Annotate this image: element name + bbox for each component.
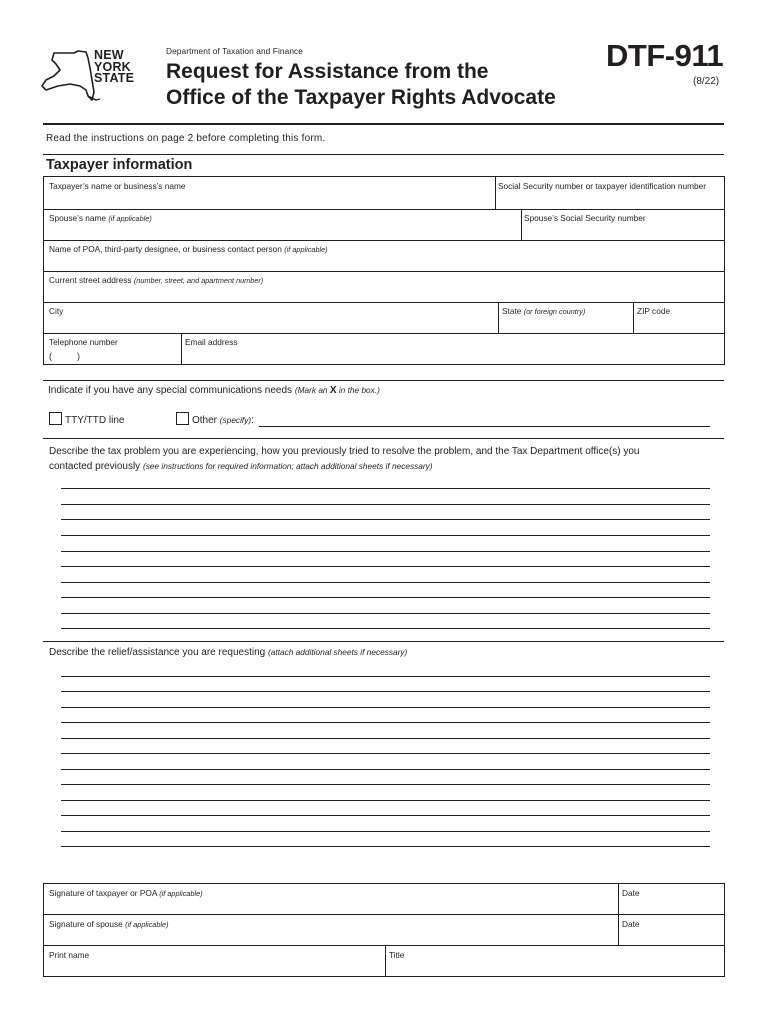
writing-line[interactable] [61, 504, 710, 505]
writing-line[interactable] [61, 831, 710, 832]
address-label: Current street address [49, 275, 132, 285]
department-name: Department of Taxation and Finance [166, 46, 304, 56]
address-note: (number, street, and apartment number) [133, 276, 264, 285]
writing-line[interactable] [61, 784, 710, 785]
print-name-field[interactable] [44, 946, 384, 976]
problem-prompt: Describe the tax problem you are experiencing, how you previously tried to resolve the problem, and the Tax Department office(s) you contacted previously (see instructions for required information; attach additional sheets if necessary) [49, 446, 640, 472]
taxpayer-ssn-label: Social Security number or taxpayer identification number [498, 181, 706, 191]
other-label: Other (specify): [192, 415, 254, 426]
writing-line[interactable] [61, 566, 710, 567]
writing-line[interactable] [61, 488, 710, 489]
poa-note: (if applicable) [284, 245, 328, 254]
city-field[interactable] [44, 302, 497, 332]
writing-line[interactable] [61, 628, 710, 629]
taxpayer-signature-field[interactable]: Signature of taxpayer or POA (if applicable) [49, 888, 203, 898]
tty-checkbox[interactable] [49, 412, 62, 425]
title-field[interactable] [385, 946, 724, 976]
spouse-name-label: Spouse’s name [49, 213, 107, 223]
section-rule [43, 438, 724, 439]
date1-field[interactable] [618, 884, 724, 913]
new-york-state-map-icon [40, 50, 102, 104]
poa-name-field[interactable] [44, 240, 724, 270]
section-rule [43, 154, 724, 155]
relief-prompt: Describe the relief/assistance you are requesting (attach additional sheets if necessary) [49, 647, 408, 658]
city-label: City [49, 306, 64, 316]
logo-text-york: YORK [94, 59, 131, 74]
spouse-ssn-label: Spouse’s Social Security number [524, 213, 646, 223]
header-rule [43, 123, 724, 125]
other-specify-input[interactable] [259, 426, 710, 427]
zip-label: ZIP code [637, 306, 671, 316]
spouse-name-note: (if applicable) [108, 214, 152, 223]
writing-line[interactable] [61, 551, 710, 552]
area-code-parens: ( ) [49, 351, 80, 361]
date2-label: Date [622, 919, 640, 929]
date1-label: Date [622, 888, 640, 898]
taxpayer-signature-label: Signature of taxpayer or POA [49, 888, 157, 898]
writing-line[interactable] [61, 707, 710, 708]
street-address-field[interactable] [44, 271, 724, 301]
state-note: (or foreign country) [523, 307, 586, 316]
instructions-note: Read the instructions on page 2 before completing this form. [46, 133, 326, 144]
communications-prompt: Indicate if you have any special communications needs (Mark an X in the box.) [48, 385, 380, 396]
writing-line[interactable] [61, 676, 710, 677]
spouse-name-field[interactable] [44, 209, 520, 239]
title-label: Title [389, 950, 405, 960]
writing-line[interactable] [61, 769, 710, 770]
taxpayer-info-heading: Taxpayer information [46, 157, 193, 173]
form-revision: (8/22) [693, 76, 720, 87]
section-rule [43, 641, 724, 642]
logo-text-new: NEW [94, 48, 124, 62]
spouse-ssn-field[interactable] [521, 209, 724, 239]
writing-line[interactable] [61, 613, 710, 614]
telephone-field[interactable] [44, 333, 180, 364]
print-name-label: Print name [49, 950, 90, 960]
tty-label: TTY/TTD line [65, 415, 125, 426]
logo-text-state: STATE [94, 71, 135, 85]
email-field[interactable] [181, 333, 724, 364]
form-title-line1: Request for Assistance from the [166, 60, 489, 83]
telephone-label: Telephone number [49, 337, 118, 347]
writing-line[interactable] [61, 535, 710, 536]
taxpayer-name-field[interactable] [44, 177, 494, 208]
writing-line[interactable] [61, 846, 710, 847]
writing-line[interactable] [61, 691, 710, 692]
writing-line[interactable] [61, 519, 710, 520]
taxpayer-ssn-field[interactable] [495, 177, 724, 208]
zip-code-field[interactable] [633, 302, 724, 332]
email-label: Email address [185, 337, 238, 347]
writing-line[interactable] [61, 738, 710, 739]
section-rule [43, 380, 724, 381]
spouse-signature-label: Signature of spouse [49, 919, 123, 929]
poa-label: Name of POA, third-party designee, or business contact person [49, 244, 282, 254]
date2-field[interactable] [618, 915, 724, 944]
other-checkbox[interactable] [176, 412, 189, 425]
writing-line[interactable] [61, 597, 710, 598]
writing-line[interactable] [61, 815, 710, 816]
writing-line[interactable] [61, 722, 710, 723]
nys-logo [40, 48, 140, 104]
writing-line[interactable] [61, 800, 710, 801]
writing-line[interactable] [61, 753, 710, 754]
spouse-signature-field[interactable]: Signature of spouse (if applicable) [49, 919, 169, 929]
state-field[interactable] [498, 302, 632, 332]
state-label: State [502, 306, 522, 316]
taxpayer-name-label: Taxpayer’s name or business’s name [49, 181, 186, 191]
form-number: DTF-911 [606, 38, 724, 73]
writing-line[interactable] [61, 582, 710, 583]
form-title-line2: Office of the Taxpayer Rights Advocate [166, 86, 556, 109]
